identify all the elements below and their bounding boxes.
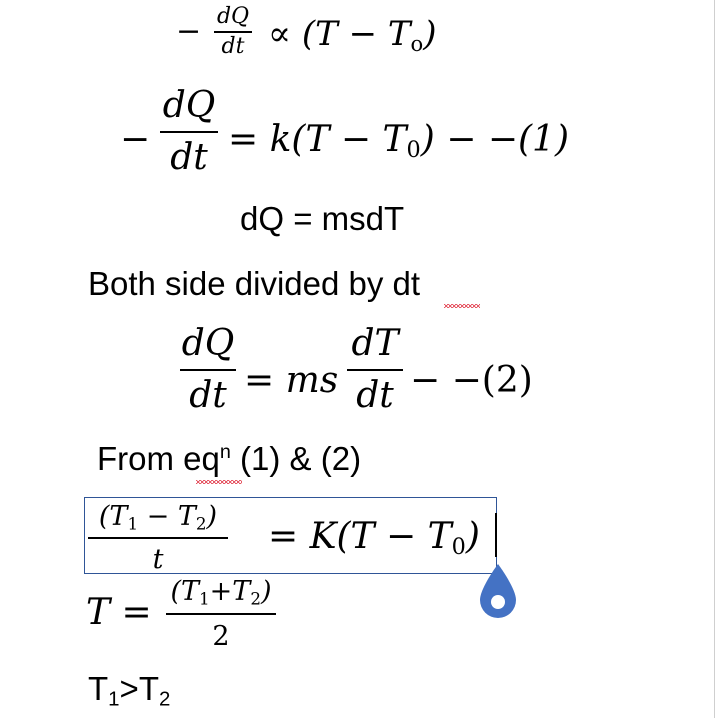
paragraph-divide-text[interactable]: Both side divided by dt bbox=[88, 265, 421, 302]
fraction-dq-dt: dQ dt bbox=[214, 6, 252, 58]
spellcheck-underline bbox=[196, 480, 242, 484]
spellcheck-underline bbox=[444, 304, 480, 308]
fraction-dt-dt: dT dt bbox=[347, 326, 403, 414]
teardrop-handle-icon[interactable] bbox=[476, 562, 520, 622]
t-equals: T = bbox=[86, 592, 152, 633]
fraction-t1-plus-t2-over-2: $(T_1+T_2)$ 2 bbox=[166, 578, 276, 650]
text-cursor bbox=[495, 513, 497, 557]
paragraph-from-eq[interactable]: From $eq^n$ (1) & (2) bbox=[97, 440, 362, 477]
fraction-dq-dt: dQ dt bbox=[160, 88, 218, 176]
equation-1-rhs: = $k(T - T_0) - -(1)$ bbox=[228, 119, 570, 164]
inequality-text[interactable]: $T_1>T_2$ bbox=[88, 670, 171, 711]
equation-heat-text[interactable]: dQ = msdT bbox=[240, 200, 405, 237]
fraction-dq-dt: dQ dt bbox=[181, 323, 235, 416]
fraction-t1-t2-over-t: $(T_1 - T_2)$ t bbox=[88, 503, 228, 573]
minus-sign: − bbox=[176, 14, 202, 49]
equals-ms: = ms bbox=[244, 360, 339, 401]
equation-2-label: − −(2) bbox=[410, 360, 533, 401]
equation-3-rhs: = $K(T - T_0)$ bbox=[268, 516, 480, 561]
minus-sign: − bbox=[120, 119, 151, 160]
proportional-expression: ∝ $(T - T_o)$ bbox=[268, 14, 437, 56]
page-right-border bbox=[714, 0, 715, 718]
